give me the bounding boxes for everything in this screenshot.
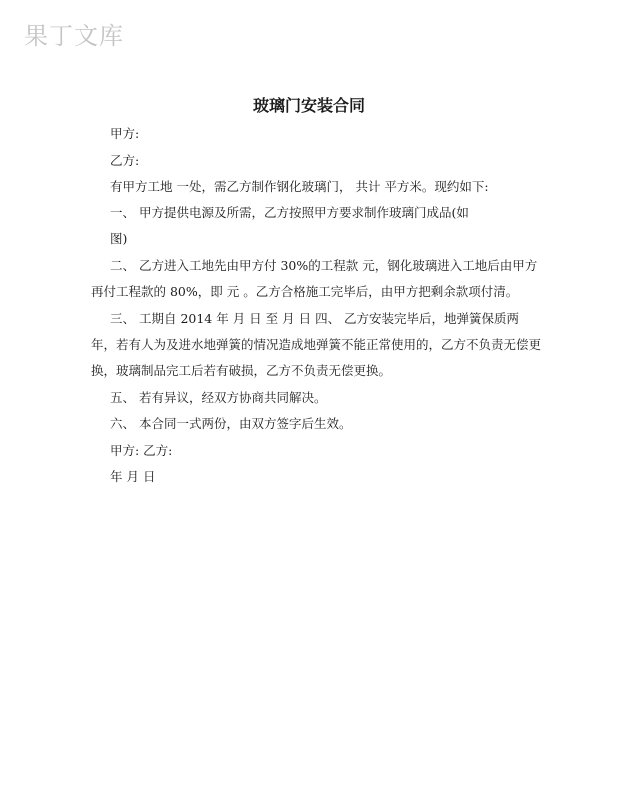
clause-6-line: 六、 本合同一式两份，由双方签字后生效。: [110, 416, 352, 431]
party-b-line: 乙方:: [110, 153, 140, 168]
clause-5-line: 五、 若有异议，经双方协商共同解决。: [110, 390, 327, 405]
clause-1-line-2: 图): [110, 231, 128, 246]
clause-3-line-3: 换，玻璃制品完工后若有破损，乙方不负责无偿更换。: [91, 363, 392, 378]
party-a-line: 甲方:: [110, 126, 140, 141]
clause-1-line-1: 一、 甲方提供电源及所需，乙方按照甲方要求制作玻璃门成品(如: [110, 205, 469, 220]
signature-line: 甲方: 乙方:: [110, 443, 173, 458]
clause-2-line-2: 再付工程款的 80%，即 元 。乙方合格施工完毕后，由甲方把剩余款项付清。: [91, 284, 519, 299]
document-title: 玻璃门安装合同: [252, 96, 365, 115]
date-line: 年 月 日: [110, 469, 156, 484]
clause-3-line-1: 三、 工期自 2014 年 月 日 至 月 日 四、 乙方安装完毕后，地弹簧保质两: [110, 311, 520, 326]
clause-2-line-1: 二、 乙方进入工地先由甲方付 30%的工程款 元，钢化玻璃进入工地后由甲方: [110, 258, 538, 273]
intro-paragraph: 有甲方工地 一处，需乙方制作钢化玻璃门， 共计 平方米。现约如下:: [110, 179, 489, 194]
watermark-logo: 果丁文库: [24, 22, 124, 50]
clause-3-line-2: 年，若有人为及进水地弹簧的情况造成地弹簧不能正常使用的，乙方不负责无偿更: [91, 337, 542, 352]
